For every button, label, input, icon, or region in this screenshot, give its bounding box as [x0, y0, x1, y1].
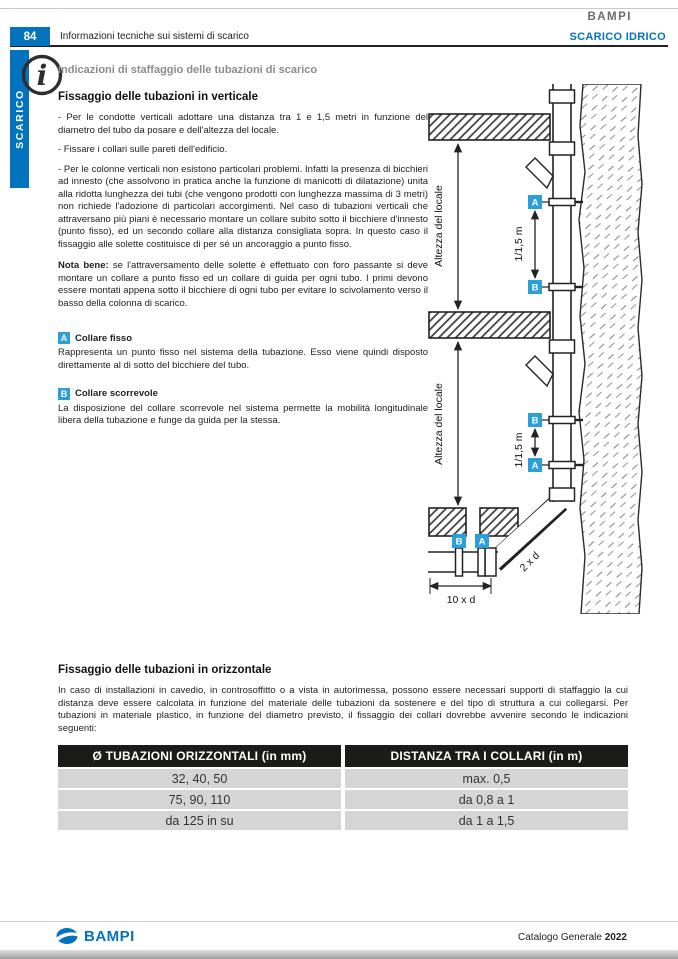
collar-a-text: Rappresenta un punto fisso nel sistema della tubazione. Esso viene quindi disposto direttamente al di sotto del bicchiere del tubo. — [58, 347, 428, 371]
ceiling-block-left — [429, 508, 466, 536]
table-cell: da 0,8 a 1 — [345, 790, 628, 809]
pipe-socket — [550, 488, 575, 501]
brand-top-label: BAMPI — [587, 11, 632, 23]
table-cell: 32, 40, 50 — [58, 769, 341, 788]
collar-spacing-label-upper: 1/1,5 m — [513, 226, 525, 262]
floor-slab-lower — [429, 312, 550, 338]
collar-label-a-upper — [528, 195, 549, 209]
room-height-dim-lower — [433, 342, 458, 505]
legend-fixed-collar-head — [58, 332, 428, 344]
svg-text:A: A — [531, 197, 539, 209]
table-header-diameters: Ø TUBAZIONI ORIZZONTALI (in mm) — [58, 745, 341, 767]
collar-spacing-label-lower: 1/1,5 m — [513, 432, 525, 468]
footer-divider — [0, 921, 678, 922]
footer-catalog-info — [518, 932, 627, 943]
catalog-label: Catalogo Generale — [518, 932, 602, 943]
page-bottom-edge — [0, 950, 678, 959]
legend-sliding-collar-head — [58, 388, 428, 400]
table-cell: 75, 90, 110 — [58, 790, 341, 809]
collar-label-a-bottom — [475, 534, 489, 548]
collar-spacing-table — [58, 745, 628, 830]
collar-b-badge: B — [58, 388, 70, 400]
horizontal-intro: In caso di installazioni in cavedio, in controsoffitto o a vista in autorimessa, possono essere necessari supporti di staffaggio la cui distanza deve essere calcolata in funzione del materiale delle tubazioni da sostenere e del tipo di struttura a cui collegarsi. Per tubazioni in materiale plastico, in funzione del diametro previsto, il fissaggio dei collari dovrebbe avvenire secondo le indicazioni seguenti: — [58, 685, 628, 734]
vertical-paragraph-3: - Per le colonne verticali non esistono particolari problemi. Infatti la presenza di bicchieri ad innesto (che assolvono in pratica anche la funzione di manicotti di dilatazione) unita alla ridotta lunghezza dei tubi (che vengono prodotti con lunghezza massima di 3 metri) non richiede l'adozione di particolari accorgimenti. Nel caso di tubazioni verticali che attraversano più piani è necessario montare un collare subito sotto il bicchiere d'innesto (punto fisso), ed un secondo collare alla distanza consigliata sopra. In questo caso il fissaggio alle solette costituisce di per sé un ancoraggio a punto fisso. — [58, 163, 428, 250]
collar-spacing-dim-upper — [513, 211, 535, 278]
room-height-label-lower: Altezza del locale — [433, 383, 445, 465]
catalog-year: 2022 — [604, 932, 627, 943]
table-column-distances — [345, 745, 628, 830]
note-paragraph — [58, 260, 428, 310]
collar-a-badge: A — [58, 332, 70, 344]
sidebar-tab-label: SCARICO — [13, 89, 26, 149]
floor-slab-upper — [429, 114, 550, 140]
header-title: Informazioni tecniche sui sistemi di scarico — [60, 31, 249, 42]
room-height-dim-upper — [433, 144, 458, 309]
collar-label-b-lower — [528, 413, 549, 427]
svg-text:B: B — [531, 415, 539, 427]
elbow-dim-label: 2 x d — [517, 549, 543, 575]
pipe-installation-diagram — [428, 84, 668, 614]
legend-sliding-collar — [58, 388, 428, 428]
collar-a-title: Collare fisso — [75, 332, 133, 344]
bottom-dim — [430, 578, 491, 606]
branch-fitting-upper — [526, 158, 553, 188]
collar-b-title: Collare scorrevole — [75, 388, 158, 399]
legend-fixed-collar — [58, 332, 428, 372]
info-icon-glyph: i — [36, 59, 48, 92]
pipe-collar-b-upper — [549, 284, 583, 291]
pipe-socket — [550, 142, 575, 155]
bottom-dim-label: 10 x d — [446, 594, 476, 606]
pipe-socket — [550, 90, 575, 103]
vertical-heading: Fissaggio delle tubazioni in verticale — [58, 91, 259, 103]
pipe-collar-a-upper — [549, 199, 583, 206]
vertical-paragraph-2: - Fissare i collari sulle pareti dell'edificio. — [58, 144, 228, 156]
vertical-fixing-section — [58, 64, 428, 443]
horizontal-heading: Fissaggio delle tubazioni in orizzontale — [58, 664, 272, 676]
pipe-socket — [550, 340, 575, 353]
table-column-diameters — [58, 745, 341, 830]
svg-text:B: B — [455, 536, 463, 548]
pipe-socket — [485, 548, 496, 576]
table-cell: da 1 a 1,5 — [345, 811, 628, 830]
header-section-label: SCARICO IDRICO — [569, 30, 666, 43]
wall-section — [579, 84, 642, 614]
page-top-edge — [0, 8, 678, 9]
footer-brand-wordmark: BAMPI — [84, 927, 135, 945]
pipe-collar-b-bottom — [456, 548, 463, 576]
table-header-distances: DISTANZA TRA I COLLARI (in m) — [345, 745, 628, 767]
page-number-badge: 84 — [10, 27, 50, 46]
branch-fitting-lower — [526, 356, 553, 386]
svg-text:B: B — [531, 282, 539, 294]
note-label: Nota bene: — [58, 260, 109, 272]
room-height-label-upper: Altezza del locale — [433, 185, 445, 267]
vertical-paragraph-1: - Per le condotte verticali adottare una distanza tra 1 e 1,5 metri in funzione del diametro del tubo da posare e dell'altezza del locale. — [58, 112, 428, 136]
footer-logo — [56, 927, 135, 945]
horizontal-fixing-section — [58, 664, 628, 735]
table-cell: max. 0,5 — [345, 769, 628, 788]
svg-text:A: A — [531, 460, 539, 472]
collar-label-b-bottom — [452, 534, 466, 548]
section-title: Indicazioni di staffaggio delle tubazioni di scarico — [58, 64, 318, 76]
bampi-logo-icon — [56, 927, 80, 945]
note-text: se l'attraversamento delle solette è effettuato con foro passante si deve montare un collare a punto fisso ed un collare di guida per ogni tubo. I primi devono essere montati appena sotto il bicchiere di ogni tubo per evitare lo scivolamento verso il basso della colonna di scarico. — [58, 260, 428, 309]
pipe-collar-a-bottom — [478, 548, 485, 576]
pipe-installation-drawing — [428, 84, 668, 614]
svg-text:A: A — [478, 536, 486, 548]
pipe-collar-b-lower — [549, 417, 583, 424]
collar-label-b-upper — [528, 280, 549, 294]
pipe-collar-a-lower — [549, 462, 583, 469]
collar-b-text: La disposizione del collare scorrevole nel sistema permette la mobilità longitudinale libera della tubazione e funge da guida per la stessa. — [58, 402, 428, 427]
page-header — [10, 28, 668, 47]
collar-label-a-lower — [528, 458, 549, 472]
table-cell: da 125 in su — [58, 811, 341, 830]
